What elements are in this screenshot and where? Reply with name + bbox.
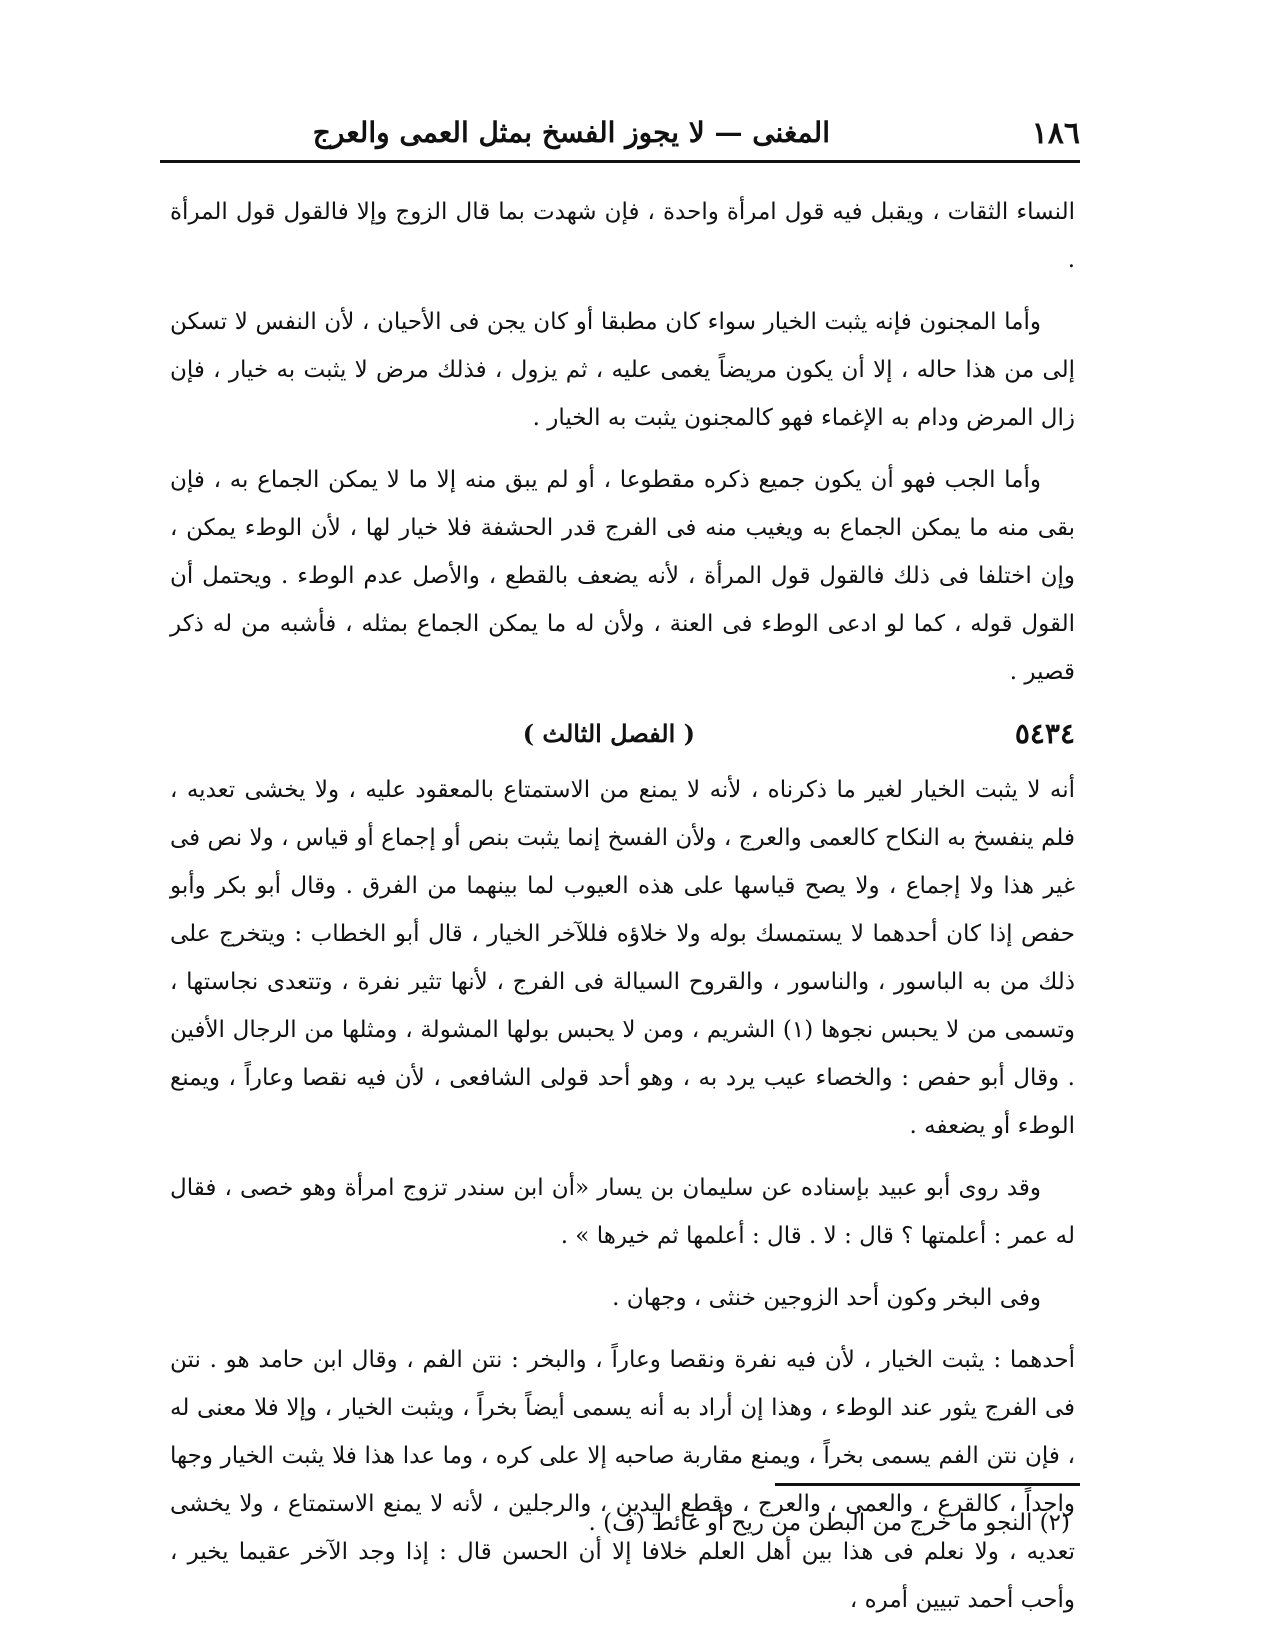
section-paragraph: أحدهما : يثبت الخيار ، لأن فيه نفرة ونقصا وعاراً ، والبخر : نتن الفم ، وقال ابن حامد هو . نتن فى الفرج يثور عند الوطء ، وهذا إن أراد به أنه يسمى أيضاً بخراً ، ويثبت الخيار ، وإلا فلا معنى له ، فإن نتن الفم يسمى بخراً ، ويمنع مقاربة صاحبه إلا على كره ، وما عدا هذا فلا يثبت الخيار وجها واحداً ، كالقرع ، والعمى ، والعرج ، وقطع اليدين ، والرجلين ، لأنه لا يمنع الاستمتاع ، ولا يخشى تعديه ، ولا نعلم فى هذا بين أهل العلم خلافا إلا أن الحسن قال : إذا وجد الآخر عقيما يخير ، وأحب أحمد تبيين أمره ، [170, 1347, 1075, 1613]
header-rule [160, 160, 1080, 163]
section-heading [170, 710, 1075, 758]
page-header [160, 112, 1080, 162]
section-paragraph: أنه لا يثبت الخيار لغير ما ذكرناه ، لأنه لا يمنع من الاستمتاع بالمعقود عليه ، ولا يخشى تعديه ، فلم ينفسخ به النكاح كالعمى والعرج ، ولأن الفسخ إنما يثبت بنص أو إجماع أو قياس ، ولا نص فى غير هذا ولا إجماع ، ولا يصح قياسها على هذه العيوب لما بينهما من الفرق . وقال أبو بكر وأبو حفص إذا كان أحدهما لا يستمسك بوله ولا خلاؤه فللآخر الخيار ، قال أبو الخطاب : ويتخرج على ذلك من به الباسور ، والناسور ، والقروح السيالة فى الفرج ، لأنها تثير نفرة ، وتتعدى نجاستها ، وتسمى من لا يحبس نجوها (١) الشريم ، ومن لا يحبس بولها المشولة ، ومثلها من الرجال الأفين . وقال أبو حفص : والخصاء عيب يرد به ، وهو أحد قولى الشافعى ، لأن فيه نقصا وعاراً ، ويمنع الوطء أو يضعفه . [170, 777, 1075, 1139]
paragraph-jabb: وأما الجب فهو أن يكون جميع ذكره مقطوعا ، أو لم يبق منه إلا ما لا يمكن الجماع به ، فإن بقى منه ما يمكن الجماع به ويغيب منه فى الفرج قدر الحشفة فلا خيار لها ، لأن الوطء يمكن ، وإن اختلفا فى ذلك فالقول قول المرأة ، لأنه يضعف بالقطع ، والأصل عدم الوطء . ويحتمل أن القول قوله ، كما لو ادعى الوطء فى العنة ، ولأن له ما يمكن الجماع بمثله ، فأشبه من له ذكر قصير . [170, 467, 1075, 685]
page-number: ١٨٦ [1031, 116, 1080, 151]
section-paragraph: وفى البخر وكون أحد الزوجين خنثى ، وجهان . [612, 1285, 1041, 1311]
running-title: المغنى — لا يجوز الفسخ بمثل العمى والعرج [312, 116, 830, 149]
section-paragraph: وقد روى أبو عبيد بإسناده عن سليمان بن يسار «أن ابن سندر تزوج امرأة وهو خصى ، فقال له عمر : أعلمتها ؟ قال : لا . قال : أعلمها ثم خيرها » . [170, 1175, 1075, 1249]
section-title: ( الفصل الثالث ) [522, 719, 695, 748]
footnote: (٢) النجو ما خرج من البطن من ريح أو غائط (ف) . [588, 1510, 1070, 1536]
footnote-rule [775, 1483, 1080, 1486]
page-body [170, 188, 1075, 1638]
paragraph-continuation: النساء الثقات ، ويقبل فيه قول امرأة واحدة ، فإن شهدت بما قال الزوج وإلا فالقول قول المرأة . [170, 199, 1075, 273]
section-number: ٥٤٣٤ [1014, 717, 1075, 750]
paragraph-majnun: وأما المجنون فإنه يثبت الخيار سواء كان مطبقا أو كان يجن فى الأحيان ، لأن النفس لا تسكن إلى من هذا حاله ، إلا أن يكون مريضاً يغمى عليه ، ثم يزول ، فذلك مرض لا يثبت به خيار ، فإن زال المرض ودام به الإغماء فهو كالمجنون يثبت به الخيار . [170, 309, 1075, 431]
